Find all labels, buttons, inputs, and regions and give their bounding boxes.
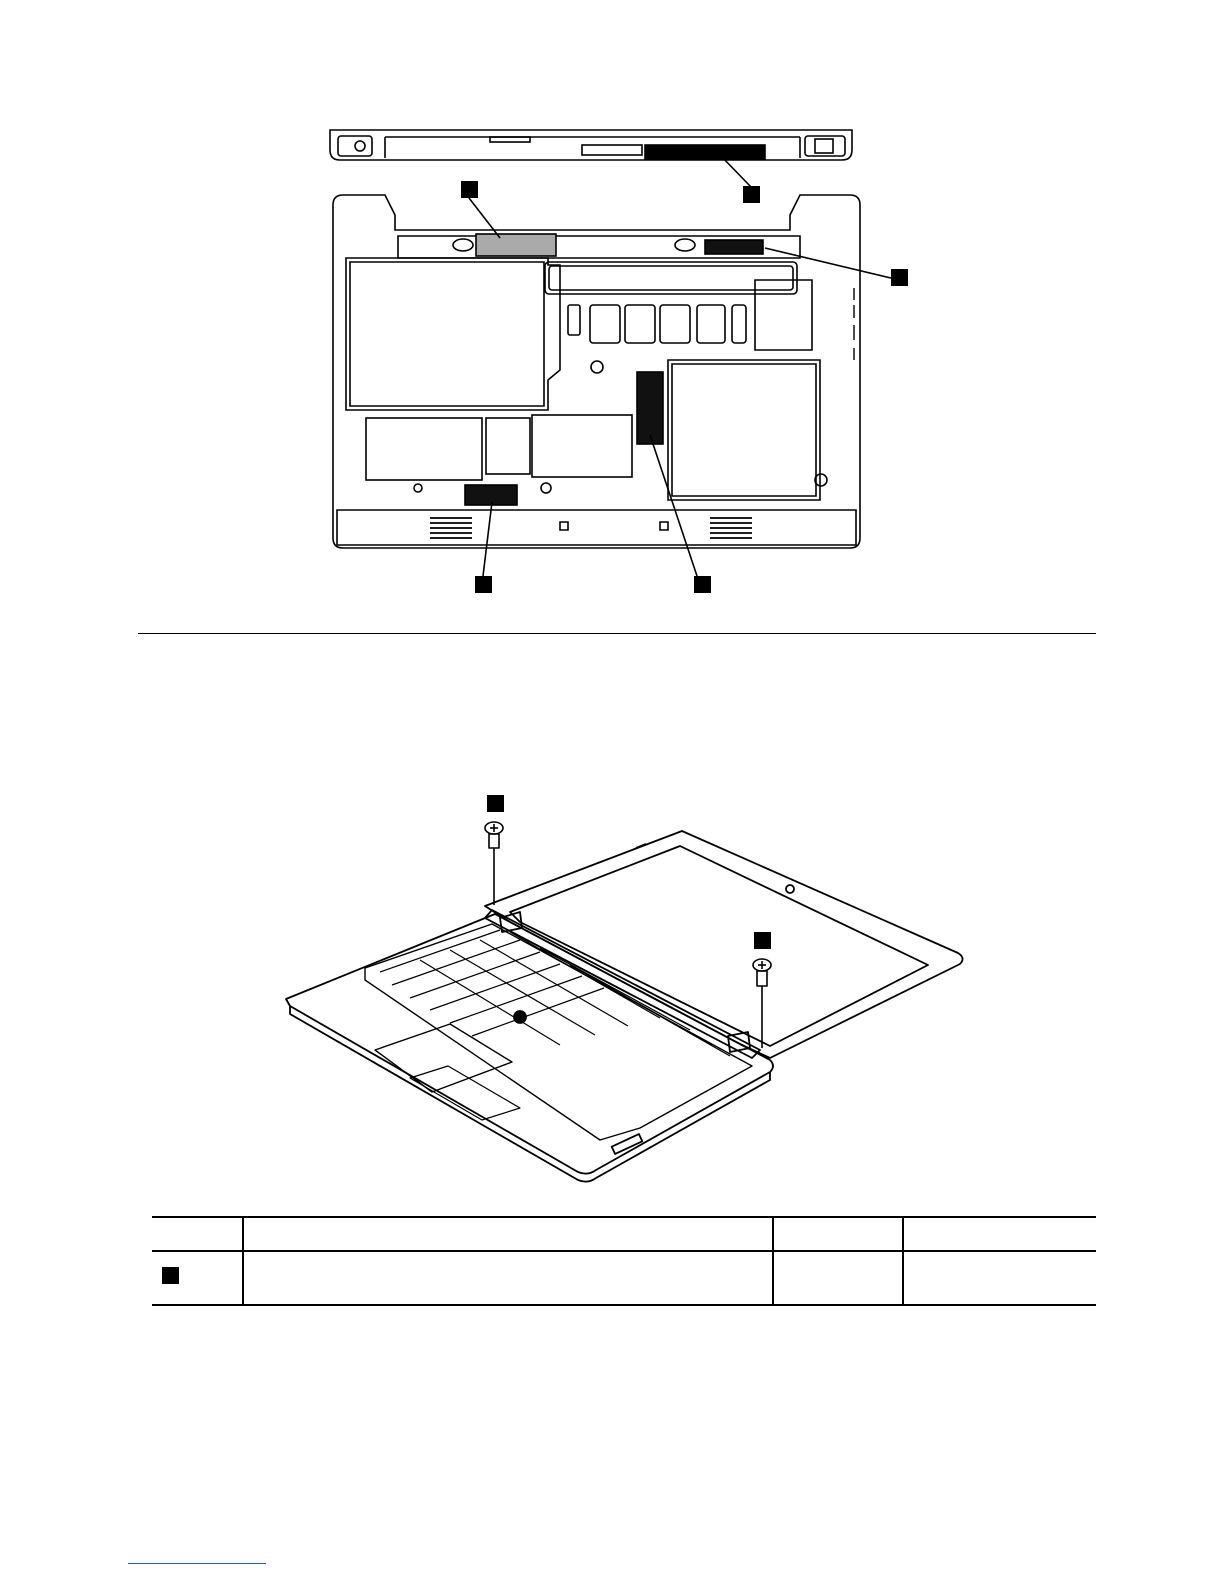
step-cell <box>152 1251 243 1305</box>
table-header-row <box>152 1217 1096 1251</box>
callout-screw-right <box>754 932 771 949</box>
callout-screw-left <box>487 795 504 812</box>
header-torque <box>903 1217 1096 1251</box>
screw-cell <box>243 1251 773 1305</box>
table-row <box>152 1251 1096 1305</box>
torque-cell <box>903 1251 1096 1305</box>
screw-table <box>152 1216 1096 1306</box>
step-callout-icon <box>162 1267 179 1284</box>
header-quantity <box>773 1217 903 1251</box>
header-screw <box>243 1217 773 1251</box>
footer-link[interactable] <box>128 1563 266 1564</box>
quantity-cell <box>773 1251 903 1305</box>
header-step <box>152 1217 243 1251</box>
